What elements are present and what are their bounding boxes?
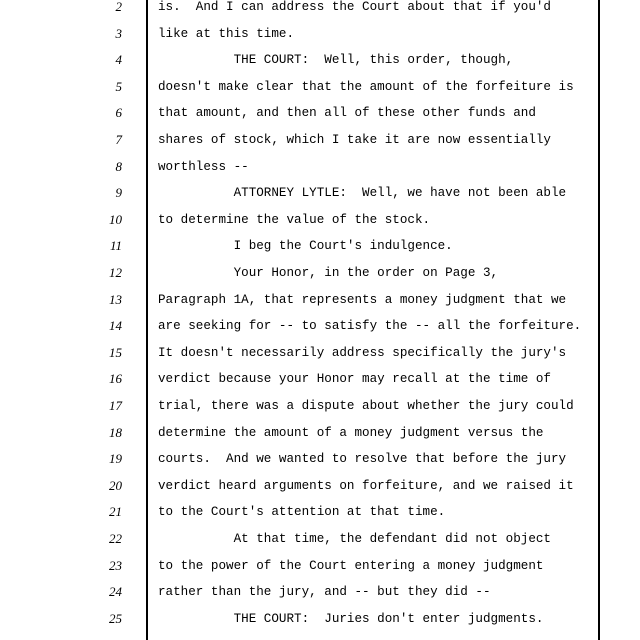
- transcript-line: [0, 260, 640, 286]
- line-number: 3: [115, 25, 122, 41]
- line-text: Paragraph 1A, that represents a money judgment that we: [158, 292, 567, 307]
- line-text: to determine the value of the stock.: [158, 212, 431, 227]
- line-number: 15: [109, 344, 122, 360]
- line-number: 17: [109, 398, 122, 413]
- line-text: rather than the jury, and -- but they did --: [158, 585, 491, 600]
- line-number: 8: [115, 158, 122, 174]
- line-text: At that time, the defendant did not object: [158, 532, 551, 546]
- line-text: trial, there was a dispute about whether the jury could: [158, 399, 574, 413]
- line-text: THE COURT: Well, this order, though,: [158, 53, 514, 68]
- line-text: ATTORNEY LYTLE: Well, we have not been able: [158, 186, 567, 201]
- line-number: 20: [109, 477, 122, 493]
- line-text: verdict because your Honor may recall at the time of: [158, 372, 551, 387]
- transcript-line: [0, 180, 640, 206]
- line-number: 22: [109, 531, 122, 546]
- line-text: are seeking for -- to satisfy the -- all the forfeiture.: [158, 319, 582, 334]
- line-text: Your Honor, in the order on Page 3,: [158, 266, 499, 280]
- transcript-line: [0, 207, 640, 233]
- transcript-line: [0, 154, 640, 180]
- line-number: 18: [109, 424, 122, 440]
- line-number: 13: [109, 291, 122, 307]
- line-number: 2: [115, 0, 122, 14]
- line-text: to the Court's attention at that time.: [158, 505, 446, 520]
- line-text: doesn't make clear that the amount of the forfeiture is: [158, 79, 574, 94]
- line-number: 6: [115, 105, 122, 121]
- transcript-line: [0, 74, 640, 100]
- line-text: It doesn't necessarily address specifically the jury's: [158, 345, 567, 360]
- line-text: determine the amount of a money judgment versus the: [158, 425, 544, 440]
- transcript-line: [0, 499, 640, 525]
- line-text: that amount, and then all of these other funds and: [158, 106, 536, 121]
- transcript-line: [0, 579, 640, 605]
- line-text: is. And I can address the Court about that if you'd: [158, 0, 551, 14]
- line-number: 21: [109, 504, 122, 520]
- transcript-line: [0, 340, 640, 366]
- transcript-line: [0, 233, 640, 259]
- transcript-line: [0, 420, 640, 446]
- line-number: 23: [109, 557, 122, 573]
- line-number: 7: [115, 132, 122, 147]
- transcript-line: [0, 446, 640, 472]
- line-number: 14: [109, 318, 122, 334]
- line-number: 10: [109, 211, 122, 227]
- line-number: 5: [115, 78, 122, 94]
- transcript-line: [0, 526, 640, 552]
- line-number: 12: [109, 265, 122, 280]
- transcript-line: [0, 313, 640, 339]
- transcript-line: [0, 553, 640, 579]
- transcript-line: [0, 473, 640, 499]
- transcript-line: [0, 100, 640, 126]
- line-text: to the power of the Court entering a money judgment: [158, 558, 544, 573]
- line-text: I beg the Court's indulgence.: [158, 239, 453, 254]
- transcript-line: [0, 287, 640, 313]
- line-text: worthless --: [158, 159, 249, 174]
- line-text: courts. And we wanted to resolve that before the jury: [158, 452, 567, 467]
- transcript-line: [0, 21, 640, 47]
- transcript-line: [0, 393, 640, 419]
- line-text: shares of stock, which I take it are now essentially: [158, 133, 551, 147]
- transcript-line: [0, 127, 640, 153]
- line-text: like at this time.: [158, 26, 295, 41]
- line-number: 24: [109, 584, 122, 600]
- line-number: 16: [109, 371, 122, 387]
- line-number: 25: [109, 610, 122, 626]
- line-number: 19: [109, 451, 122, 467]
- line-number: 9: [115, 185, 122, 201]
- transcript-line: [0, 47, 640, 73]
- line-text: THE COURT: Juries don't enter judgments.: [158, 611, 544, 626]
- line-number: 11: [109, 238, 122, 254]
- transcript-line: [0, 366, 640, 392]
- transcript-line: [0, 606, 640, 632]
- line-number: 4: [115, 52, 122, 68]
- line-text: verdict heard arguments on forfeiture, and we raised it: [158, 478, 574, 493]
- transcript-line: [0, 0, 640, 20]
